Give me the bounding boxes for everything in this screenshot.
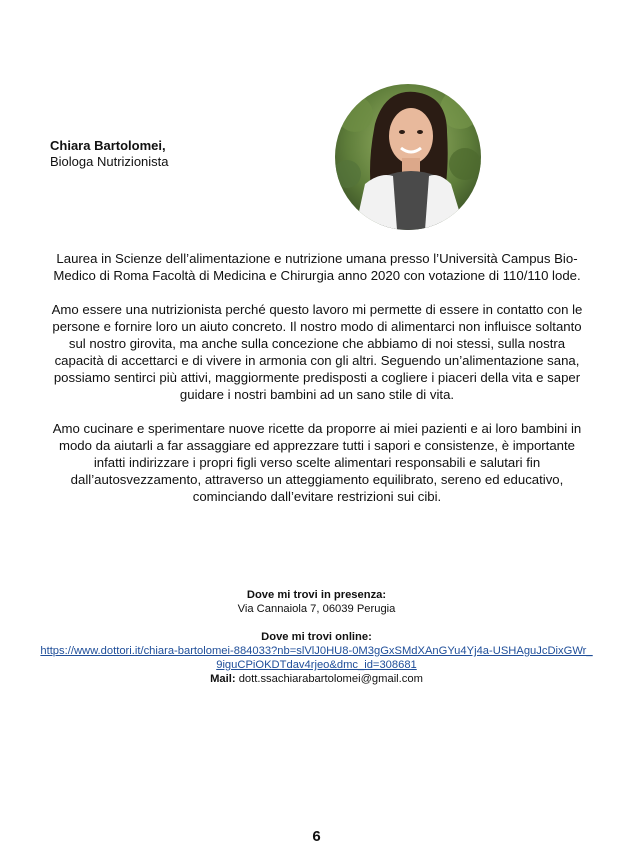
bio-paragraph: Amo essere una nutrizionista perché questo lavoro mi permette di essere in contatto con le persone e fornire loro un aiuto concreto. Il nostro modo di alimentarci non influisce soltanto sul nostro girovita, ma anche sulla concezione che abbiamo di noi stessi, sulla nostra capacità di accettarci e di vivere in armonia con gli altri. Seguendo un’alimentazione sana, possiamo sentirci più attivi, maggiormente predisposti a cogliere i piaceri della vita e saper guidare i nostri bambini ad un sano stile di vita. — [51, 302, 583, 402]
bio-paragraph: Laurea in Scienze dell’alimentazione e nutrizione umana presso l’Università Campus Bio-Medico di Roma Facoltà di Medicina e Chirurgia anno 2020 con votazione di 110/110 lode. — [53, 251, 581, 283]
in-person-label: Dove mi trovi in presenza: — [246, 589, 387, 601]
online-label: Dove mi trovi online: — [261, 631, 372, 643]
mail-label: Mail: — [210, 673, 236, 685]
bio-text — [48, 250, 586, 522]
online-profile-link[interactable]: https://www.dottori.it/chiara-bartolomei-884033?nb=slVlJ0HU8-0M3gGxSMdXAnGYu4Yj4a-USHAguJcDixGWr_9iguCPiOKDTdav4rjeo&dmc_id=308681 — [40, 645, 593, 671]
mail-line — [40, 672, 593, 686]
contact-section — [40, 588, 593, 686]
author-block — [50, 138, 169, 170]
address: Via Cannaiola 7, 06039 Perugia — [237, 603, 396, 615]
mail-address: dott.ssachiarabartolomei@gmail.com — [238, 673, 423, 685]
author-name: Chiara Bartolomei, — [50, 138, 166, 153]
author-role: Biologa Nutrizionista — [50, 154, 169, 169]
author-portrait — [335, 84, 481, 230]
bio-paragraph: Amo cucinare e sperimentare nuove ricette da proporre ai miei pazienti e ai loro bambini in modo da aiutarli a far assaggiare ed apprezzare tutti i sapori e consistenze, è importante infatti indirizzare i propri figli verso scelte alimentari responsabili e salutari fin dall’autosvezzamento, attraverso un atteggiamento equilibrato, sereno ed educativo, cominciando dall’evitare restrizioni sui cibi. — [52, 421, 582, 504]
page-number: 6 — [312, 828, 321, 845]
